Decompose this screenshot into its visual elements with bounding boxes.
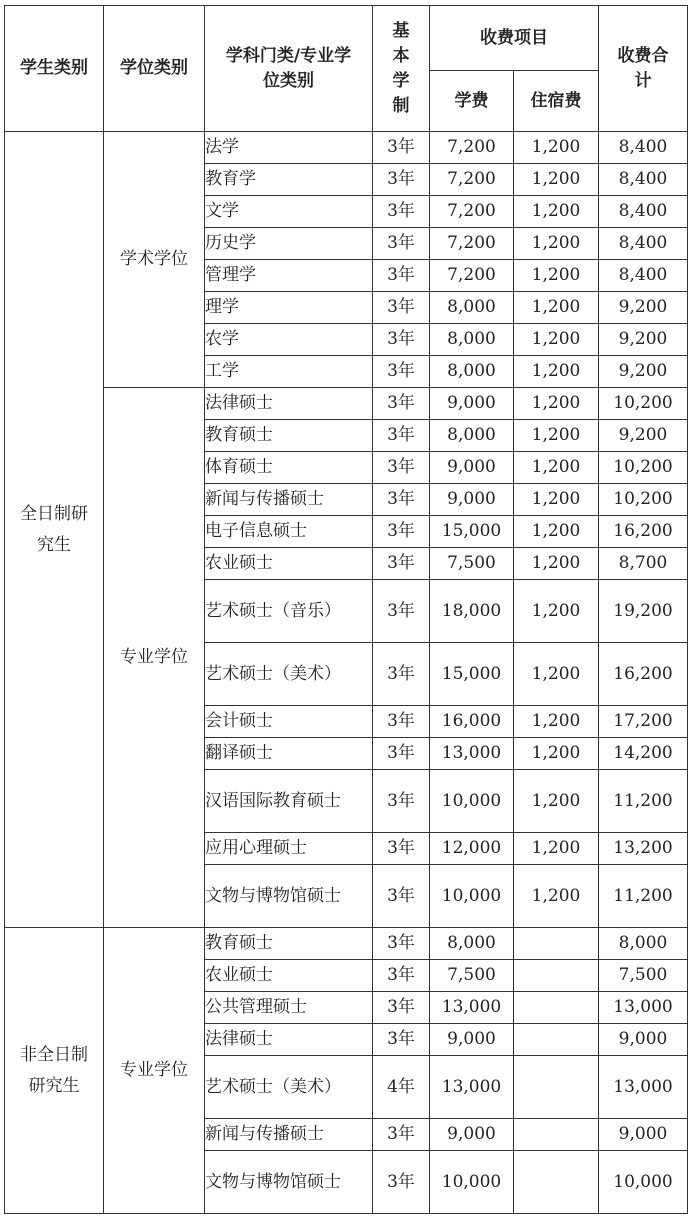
discipline-cell: 管理学 <box>205 260 373 292</box>
total-cell: 17,200 <box>599 706 688 738</box>
accommodation-cell: 1,200 <box>514 548 599 580</box>
total-cell: 14,200 <box>599 738 688 770</box>
total-cell: 10,200 <box>599 484 688 516</box>
duration-cell: 3年 <box>373 292 430 324</box>
tuition-cell: 9,000 <box>430 1119 514 1151</box>
tuition-cell: 15,000 <box>430 516 514 548</box>
accommodation-cell: 1,200 <box>514 452 599 484</box>
tuition-cell: 9,000 <box>430 1024 514 1056</box>
discipline-cell: 文物与博物馆硕士 <box>205 865 373 928</box>
duration-cell: 3年 <box>373 1119 430 1151</box>
total-cell: 8,000 <box>599 928 688 960</box>
tuition-cell: 7,500 <box>430 960 514 992</box>
accommodation-cell: 1,200 <box>514 324 599 356</box>
discipline-cell: 艺术硕士（美术） <box>205 1056 373 1119</box>
discipline-cell: 教育硕士 <box>205 420 373 452</box>
student-type-cell: 非全日制研究生 <box>5 928 104 1214</box>
accommodation-cell: 1,200 <box>514 865 599 928</box>
accommodation-cell: 1,200 <box>514 228 599 260</box>
accommodation-cell: 1,200 <box>514 643 599 706</box>
discipline-cell: 体育硕士 <box>205 452 373 484</box>
duration-cell: 3年 <box>373 228 430 260</box>
discipline-cell: 农业硕士 <box>205 548 373 580</box>
total-cell: 9,200 <box>599 356 688 388</box>
tuition-cell: 7,200 <box>430 228 514 260</box>
header-discipline: 学科门类/专业学位类别 <box>205 6 373 132</box>
tuition-cell: 9,000 <box>430 452 514 484</box>
discipline-cell: 文学 <box>205 196 373 228</box>
degree-type-cell: 学术学位 <box>104 132 205 388</box>
header-student-type: 学生类别 <box>5 6 104 132</box>
duration-cell: 3年 <box>373 484 430 516</box>
discipline-cell: 电子信息硕士 <box>205 516 373 548</box>
total-cell: 8,400 <box>599 196 688 228</box>
discipline-cell: 农学 <box>205 324 373 356</box>
accommodation-cell <box>514 960 599 992</box>
accommodation-cell: 1,200 <box>514 833 599 865</box>
total-cell: 16,200 <box>599 516 688 548</box>
discipline-cell: 工学 <box>205 356 373 388</box>
duration-cell: 3年 <box>373 960 430 992</box>
total-cell: 10,200 <box>599 388 688 420</box>
tuition-cell: 9,000 <box>430 388 514 420</box>
total-cell: 11,200 <box>599 770 688 833</box>
total-cell: 8,700 <box>599 548 688 580</box>
duration-cell: 3年 <box>373 452 430 484</box>
total-cell: 13,200 <box>599 833 688 865</box>
accommodation-cell: 1,200 <box>514 356 599 388</box>
discipline-cell: 新闻与传播硕士 <box>205 484 373 516</box>
tuition-cell: 7,200 <box>430 196 514 228</box>
duration-cell: 3年 <box>373 516 430 548</box>
degree-type-cell: 专业学位 <box>104 388 205 928</box>
accommodation-cell <box>514 1151 599 1214</box>
accommodation-cell: 1,200 <box>514 484 599 516</box>
table-row <box>5 388 688 420</box>
total-cell: 9,000 <box>599 1024 688 1056</box>
accommodation-cell: 1,200 <box>514 388 599 420</box>
tuition-cell: 13,000 <box>430 738 514 770</box>
total-cell: 11,200 <box>599 865 688 928</box>
tuition-cell: 8,000 <box>430 292 514 324</box>
fee-table <box>4 5 688 1214</box>
duration-cell: 3年 <box>373 548 430 580</box>
discipline-cell: 应用心理硕士 <box>205 833 373 865</box>
tuition-cell: 18,000 <box>430 580 514 643</box>
duration-cell: 3年 <box>373 1024 430 1056</box>
total-cell: 9,200 <box>599 292 688 324</box>
total-cell: 9,200 <box>599 420 688 452</box>
discipline-cell: 理学 <box>205 292 373 324</box>
student-type-cell: 全日制研究生 <box>5 132 104 928</box>
total-cell: 13,000 <box>599 992 688 1024</box>
total-cell: 10,000 <box>599 1151 688 1214</box>
duration-cell: 3年 <box>373 324 430 356</box>
discipline-cell: 翻译硕士 <box>205 738 373 770</box>
tuition-cell: 9,000 <box>430 484 514 516</box>
duration-cell: 3年 <box>373 833 430 865</box>
total-cell: 8,400 <box>599 260 688 292</box>
accommodation-cell: 1,200 <box>514 738 599 770</box>
discipline-cell: 文物与博物馆硕士 <box>205 1151 373 1214</box>
accommodation-cell: 1,200 <box>514 516 599 548</box>
header-total: 收费合计 <box>599 6 688 132</box>
discipline-cell: 教育硕士 <box>205 928 373 960</box>
header-tuition: 学费 <box>430 71 514 132</box>
total-cell: 10,200 <box>599 452 688 484</box>
accommodation-cell <box>514 1056 599 1119</box>
accommodation-cell <box>514 1024 599 1056</box>
discipline-cell: 农业硕士 <box>205 960 373 992</box>
tuition-cell: 12,000 <box>430 833 514 865</box>
accommodation-cell <box>514 1119 599 1151</box>
duration-cell: 3年 <box>373 643 430 706</box>
discipline-cell: 法学 <box>205 132 373 164</box>
fee-table-body <box>5 132 688 1214</box>
duration-cell: 3年 <box>373 580 430 643</box>
tuition-cell: 16,000 <box>430 706 514 738</box>
discipline-cell: 艺术硕士（美术） <box>205 643 373 706</box>
discipline-cell: 汉语国际教育硕士 <box>205 770 373 833</box>
total-cell: 7,500 <box>599 960 688 992</box>
accommodation-cell: 1,200 <box>514 420 599 452</box>
table-row <box>5 132 688 164</box>
total-cell: 8,400 <box>599 164 688 196</box>
duration-cell: 3年 <box>373 992 430 1024</box>
accommodation-cell: 1,200 <box>514 706 599 738</box>
accommodation-cell: 1,200 <box>514 292 599 324</box>
duration-cell: 3年 <box>373 738 430 770</box>
duration-cell: 4年 <box>373 1056 430 1119</box>
tuition-cell: 7,200 <box>430 260 514 292</box>
duration-cell: 3年 <box>373 770 430 833</box>
discipline-cell: 艺术硕士（音乐） <box>205 580 373 643</box>
discipline-cell: 历史学 <box>205 228 373 260</box>
tuition-cell: 7,200 <box>430 164 514 196</box>
duration-cell: 3年 <box>373 865 430 928</box>
discipline-cell: 会计硕士 <box>205 706 373 738</box>
duration-cell: 3年 <box>373 132 430 164</box>
tuition-cell: 8,000 <box>430 420 514 452</box>
accommodation-cell <box>514 928 599 960</box>
duration-cell: 3年 <box>373 1151 430 1214</box>
tuition-cell: 10,000 <box>430 865 514 928</box>
duration-cell: 3年 <box>373 260 430 292</box>
total-cell: 16,200 <box>599 643 688 706</box>
total-cell: 8,400 <box>599 228 688 260</box>
duration-cell: 3年 <box>373 164 430 196</box>
discipline-cell: 新闻与传播硕士 <box>205 1119 373 1151</box>
tuition-cell: 8,000 <box>430 324 514 356</box>
tuition-cell: 7,200 <box>430 132 514 164</box>
tuition-cell: 10,000 <box>430 1151 514 1214</box>
tuition-cell: 7,500 <box>430 548 514 580</box>
duration-cell: 3年 <box>373 388 430 420</box>
total-cell: 9,000 <box>599 1119 688 1151</box>
accommodation-cell: 1,200 <box>514 196 599 228</box>
accommodation-cell: 1,200 <box>514 580 599 643</box>
total-cell: 13,000 <box>599 1056 688 1119</box>
accommodation-cell: 1,200 <box>514 164 599 196</box>
discipline-cell: 法律硕士 <box>205 388 373 420</box>
tuition-cell: 13,000 <box>430 1056 514 1119</box>
total-cell: 9,200 <box>599 324 688 356</box>
tuition-cell: 13,000 <box>430 992 514 1024</box>
duration-cell: 3年 <box>373 356 430 388</box>
degree-type-cell: 专业学位 <box>104 928 205 1214</box>
header-duration: 基本学制 <box>373 6 430 132</box>
header-accommodation: 住宿费 <box>514 71 599 132</box>
accommodation-cell: 1,200 <box>514 132 599 164</box>
accommodation-cell: 1,200 <box>514 260 599 292</box>
tuition-cell: 8,000 <box>430 356 514 388</box>
discipline-cell: 法律硕士 <box>205 1024 373 1056</box>
tuition-cell: 15,000 <box>430 643 514 706</box>
table-row <box>5 928 688 960</box>
accommodation-cell: 1,200 <box>514 770 599 833</box>
total-cell: 19,200 <box>599 580 688 643</box>
tuition-cell: 10,000 <box>430 770 514 833</box>
discipline-cell: 教育学 <box>205 164 373 196</box>
discipline-cell: 公共管理硕士 <box>205 992 373 1024</box>
tuition-cell: 8,000 <box>430 928 514 960</box>
duration-cell: 3年 <box>373 420 430 452</box>
header-degree-type: 学位类别 <box>104 6 205 132</box>
duration-cell: 3年 <box>373 196 430 228</box>
duration-cell: 3年 <box>373 706 430 738</box>
total-cell: 8,400 <box>599 132 688 164</box>
duration-cell: 3年 <box>373 928 430 960</box>
accommodation-cell <box>514 992 599 1024</box>
header-fee-items: 收费项目 <box>430 6 599 71</box>
